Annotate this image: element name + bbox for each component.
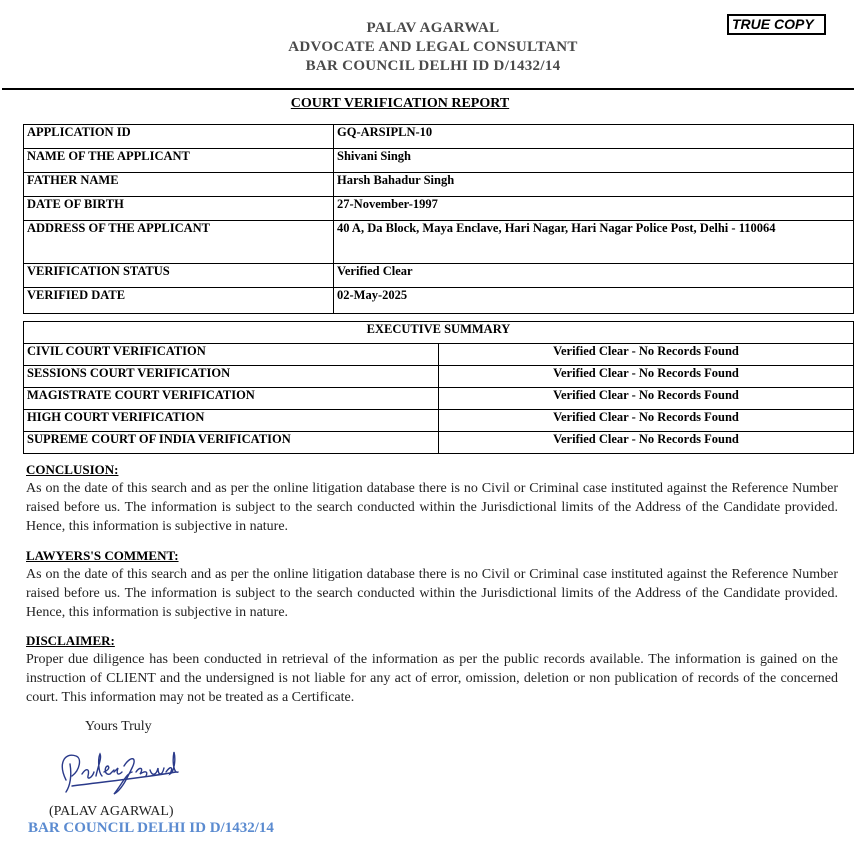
applicant-details-table	[23, 124, 854, 314]
true-copy-stamp: TRUE COPY	[727, 14, 826, 35]
footer-bar-id: BAR COUNCIL DELHI ID D/1432/14	[28, 820, 274, 836]
table-row	[24, 288, 854, 314]
detail-label: VERIFIED DATE	[24, 288, 334, 314]
disclaimer-heading: DISCLAIMER:	[26, 633, 115, 648]
summary-label: HIGH COURT VERIFICATION	[24, 410, 439, 432]
detail-value: 40 A, Da Block, Maya Enclave, Hari Nagar, Hari Nagar Police Post, Delhi - 110064	[334, 221, 854, 264]
table-row	[24, 264, 854, 288]
table-row	[24, 410, 854, 432]
summary-value: Verified Clear - No Records Found	[439, 432, 854, 454]
detail-value: Verified Clear	[334, 264, 854, 288]
summary-label: SUPREME COURT OF INDIA VERIFICATION	[24, 432, 439, 454]
comment-section	[26, 548, 838, 622]
summary-label: SESSIONS COURT VERIFICATION	[24, 366, 439, 388]
comment-text: As on the date of this search and as per the online litigation database there is no Civil or Criminal case instituted against the Reference Number raised before us. The information is subject to the search conducted within the Jurisdictional limits of the Address of the Candidate provided. Hence, this information is subjective in nature.	[26, 567, 838, 620]
summary-value: Verified Clear - No Records Found	[439, 366, 854, 388]
detail-value: 02-May-2025	[334, 288, 854, 314]
comment-heading: LAWYERS'S COMMENT:	[26, 548, 179, 563]
table-row	[24, 388, 854, 410]
detail-value: 27-November-1997	[334, 197, 854, 221]
detail-label: DATE OF BIRTH	[24, 197, 334, 221]
summary-value: Verified Clear - No Records Found	[439, 410, 854, 432]
conclusion-section	[26, 462, 838, 536]
table-row	[24, 197, 854, 221]
summary-label: CIVIL COURT VERIFICATION	[24, 344, 439, 366]
closing-salutation: Yours Truly	[85, 719, 152, 734]
disclaimer-section	[26, 633, 838, 707]
conclusion-text: As on the date of this search and as per the online litigation database there is no Civil or Criminal case instituted against the Reference Number raised before us. The information is subject to the search conducted within the Jurisdictional limits of the Address of the Candidate provided. Hence, this information is subjective in nature.	[26, 481, 838, 534]
table-row	[24, 125, 854, 149]
summary-value: Verified Clear - No Records Found	[439, 388, 854, 410]
detail-value: GQ-ARSIPLN-10	[334, 125, 854, 149]
header-divider	[2, 88, 854, 90]
conclusion-heading: CONCLUSION:	[26, 462, 119, 477]
advocate-name: PALAV AGARWAL	[366, 20, 500, 36]
table-row	[24, 432, 854, 454]
summary-value: Verified Clear - No Records Found	[439, 344, 854, 366]
detail-label: FATHER NAME	[24, 173, 334, 197]
detail-label: VERIFICATION STATUS	[24, 264, 334, 288]
disclaimer-text: Proper due diligence has been conducted in retrieval of the information as per the public records available. The information is gained on the instruction of CLIENT and the undersigned is not liable for any act of error, omission, deletion or non publication of records of the concerned court. This information may not be treated as a Certificate.	[26, 652, 838, 705]
summary-label: MAGISTRATE COURT VERIFICATION	[24, 388, 439, 410]
detail-value: Shivani Singh	[334, 149, 854, 173]
detail-value: Harsh Bahadur Singh	[334, 173, 854, 197]
table-row	[24, 221, 854, 264]
table-row	[24, 344, 854, 366]
report-title: COURT VERIFICATION REPORT	[290, 96, 510, 111]
detail-label: ADDRESS OF THE APPLICANT	[24, 221, 334, 264]
table-row	[24, 149, 854, 173]
executive-summary-table	[23, 321, 854, 454]
signature-image	[52, 742, 182, 800]
table-row	[24, 322, 854, 344]
table-row	[24, 366, 854, 388]
detail-label: APPLICATION ID	[24, 125, 334, 149]
summary-title: EXECUTIVE SUMMARY	[24, 322, 854, 344]
header-bar-id: BAR COUNCIL DELHI ID D/1432/14	[305, 58, 561, 74]
table-row	[24, 173, 854, 197]
advocate-title: ADVOCATE AND LEGAL CONSULTANT	[288, 39, 578, 55]
signatory-name: (PALAV AGARWAL)	[49, 804, 174, 819]
detail-label: NAME OF THE APPLICANT	[24, 149, 334, 173]
